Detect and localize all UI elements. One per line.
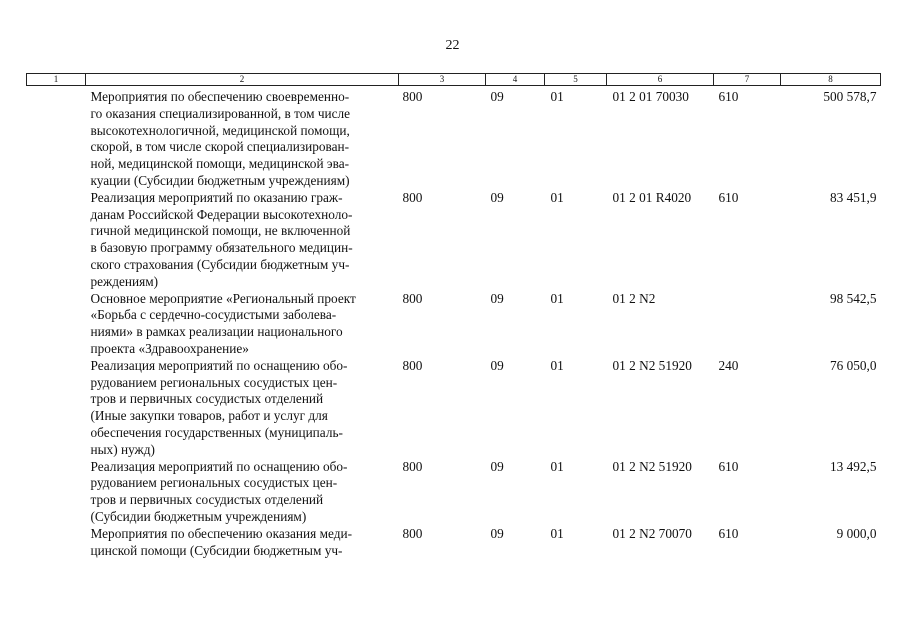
row-name-cell — [86, 526, 399, 560]
row-name-line: Мероприятия по обеспечению оказания меди- — [90, 525, 353, 541]
col-header-6: 6 — [607, 74, 714, 86]
col-header-2: 2 — [86, 74, 399, 86]
col-header-3: 3 — [399, 74, 486, 86]
row-name-line: данам Российской Федерации высокотехноло- — [90, 206, 353, 222]
row-target-article: 01 2 N2 — [612, 290, 656, 306]
row-name-line: в базовую программу обязательного медицин- — [90, 240, 353, 256]
row-expense-type: 610 — [718, 458, 739, 474]
row-number-cell — [27, 459, 86, 526]
row-name-line: ных) нужд) — [90, 441, 155, 457]
row-ministry-code: 800 — [402, 290, 423, 306]
row-amount: 13 492,5 — [829, 458, 877, 474]
row-subsection-code: 01 — [550, 189, 564, 205]
row-section-code: 09 — [490, 357, 504, 373]
row-name-line: цинской помощи (Субсидии бюджетным уч- — [90, 542, 343, 558]
col-header-4: 4 — [486, 74, 545, 86]
row-name-line: тров и первичных сосудистых отделений — [90, 391, 324, 407]
row-name-line: ского страхования (Субсидии бюджетным уч- — [90, 256, 350, 272]
page-number: 22 — [445, 38, 460, 53]
row-name-line: тров и первичных сосудистых отделений — [90, 492, 324, 508]
row-target-article: 01 2 01 70030 — [612, 89, 689, 104]
table-row — [27, 291, 881, 358]
table-row — [27, 358, 881, 459]
col-header-7: 7 — [714, 74, 781, 86]
row-amount: 76 050,0 — [829, 357, 877, 373]
row-subsection-code: 01 — [550, 357, 564, 373]
row-subsection-code: 01 — [550, 458, 564, 474]
row-name-line: высокотехнологичной, медицинской помощи, — [90, 122, 350, 138]
row-target-article: 01 2 N2 70070 — [612, 525, 692, 541]
row-name-line: реждениям) — [90, 273, 159, 289]
row-name-line: проекта «Здравоохранение» — [90, 340, 249, 356]
col-header-8: 8 — [781, 74, 881, 86]
row-number-cell — [27, 358, 86, 459]
row-name-cell — [86, 86, 399, 190]
row-name-line: Мероприятия по обеспечению своевременно- — [90, 89, 350, 104]
row-amount: 83 451,9 — [829, 189, 877, 205]
col-header-5: 5 — [545, 74, 607, 86]
row-name-cell — [86, 358, 399, 459]
row-name-line: (Иные закупки товаров, работ и услуг для — [90, 408, 328, 424]
col-header-1: 1 — [27, 74, 86, 86]
row-section-code: 09 — [490, 458, 504, 474]
row-section-code: 09 — [490, 189, 504, 205]
row-expense-type: 610 — [718, 525, 739, 541]
row-target-article: 01 2 N2 51920 — [612, 458, 692, 474]
row-name-cell — [86, 291, 399, 358]
table-row — [27, 86, 881, 190]
row-name-line: ной, медицинской помощи, медицинской эва- — [90, 156, 350, 172]
row-amount: 500 578,7 — [823, 89, 877, 104]
row-section-code: 09 — [490, 525, 504, 541]
row-subsection-code: 01 — [550, 525, 564, 541]
row-name-line: Основное мероприятие «Региональный проект — [90, 290, 356, 306]
table-row — [27, 459, 881, 526]
row-name-line: го оказания специализированной, в том числе — [90, 105, 351, 121]
budget-table — [26, 73, 881, 559]
table-body — [27, 86, 881, 560]
row-amount: 9 000,0 — [836, 525, 877, 541]
row-number-cell — [27, 291, 86, 358]
row-number-cell — [27, 86, 86, 190]
row-ministry-code: 800 — [402, 458, 423, 474]
row-expense-type: 610 — [718, 89, 739, 104]
row-name-line: рудованием региональных сосудистых цен- — [90, 475, 338, 491]
table-row — [27, 190, 881, 291]
row-section-code: 09 — [490, 290, 504, 306]
header-row — [27, 74, 881, 86]
row-expense-type — [714, 291, 781, 358]
row-name-cell — [86, 190, 399, 291]
row-target-article: 01 2 N2 51920 — [612, 357, 692, 373]
row-name-line: обеспечения государственных (муниципаль- — [90, 424, 343, 440]
row-name-line: куации (Субсидии бюджетным учреждениям) — [90, 172, 350, 188]
row-expense-type: 240 — [718, 357, 739, 373]
row-name-line: Реализация мероприятий по оснащению обо- — [90, 458, 348, 474]
row-number-cell — [27, 190, 86, 291]
table-row — [27, 526, 881, 560]
row-amount: 98 542,5 — [829, 290, 877, 306]
row-name-line: «Борьба с сердечно-сосудистыми заболева- — [90, 307, 337, 323]
row-ministry-code: 800 — [402, 189, 423, 205]
row-name-line: ниями» в рамках реализации национального — [90, 324, 343, 340]
row-subsection-code: 01 — [550, 89, 564, 104]
row-section-code: 09 — [490, 89, 504, 104]
row-name-line: рудованием региональных сосудистых цен- — [90, 374, 338, 390]
row-name-cell — [86, 459, 399, 526]
row-name-line: Реализация мероприятий по оказанию граж- — [90, 189, 343, 205]
row-ministry-code: 800 — [402, 357, 423, 373]
row-name-line: (Субсидии бюджетным учреждениям) — [90, 508, 307, 524]
row-name-line: гичной медицинской помощи, не включенной — [90, 223, 351, 239]
row-target-article: 01 2 01 R4020 — [612, 189, 692, 205]
row-name-line: Реализация мероприятий по оснащению обо- — [90, 357, 348, 373]
row-number-cell — [27, 526, 86, 560]
row-ministry-code: 800 — [402, 89, 423, 104]
row-subsection-code: 01 — [550, 290, 564, 306]
row-name-line: скорой, в том числе скорой специализирован- — [90, 139, 350, 155]
row-ministry-code: 800 — [402, 525, 423, 541]
row-expense-type: 610 — [718, 189, 739, 205]
